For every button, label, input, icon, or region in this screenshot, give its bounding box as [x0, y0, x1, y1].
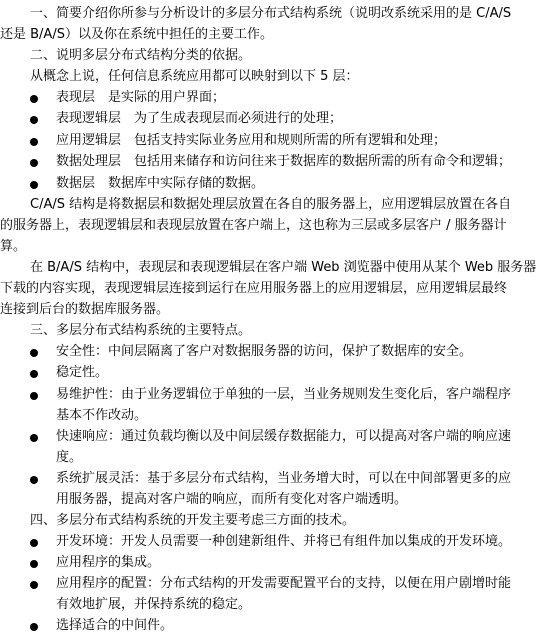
feature-item: 系统扩展灵活：基于多层分布式结构，当业务增大时，可以在中间部署更多的应 [56, 471, 512, 486]
bullet-icon [30, 159, 38, 167]
feature-item: 安全性：中间层隔离了客户对数据服务器的访问，保护了数据库的安全。 [56, 344, 473, 359]
feature-item-continuation: 基本不作改动。 [56, 408, 148, 423]
section1-line1: 一、简要介绍你所参与分析设计的多层分布式结构系统（说明改系统采用的是 C/A/S [30, 6, 512, 21]
section1-line2: 还是 B/A/S）以及你在系统中担任的主要工作。 [0, 27, 273, 42]
tech-item: 应用程序的集成。 [56, 555, 161, 570]
bullet-icon [30, 181, 38, 189]
bullet-icon [30, 370, 38, 378]
layer-item: 应用逻辑层 包括支持实际业务应用和规则所需的所有逻辑和处理； [56, 133, 447, 148]
layer-item: 表现层 是实际的用户界面； [56, 90, 226, 105]
section3-heading: 三、多层分布式结构系统的主要特点。 [30, 323, 252, 338]
tech-item: 开发环境：开发人员需要一种创建新组件、并将已有组件加以集成的开发环境。 [56, 534, 512, 549]
bas-paragraph-line: 下载的内容实现，表现逻辑层连接到运行在应用服务器上的应用逻辑层，应用逻辑层最终 [0, 281, 508, 296]
tech-item-continuation: 有效地扩展，并保持系统的稳定。 [56, 597, 252, 612]
feature-item-continuation: 用服务器，提高对客户端的响应，而所有变化对客户端透明。 [56, 492, 408, 507]
tech-item: 应用程序的配置：分布式结构的开发需要配置平台的支持，以便在用户剧增时能 [56, 576, 512, 591]
cas-paragraph-line: 的服务器上，表现逻辑层和表现层放置在客户端上，这也称为三层或多层客户 / 服务器计 [0, 218, 507, 233]
bullet-icon [30, 138, 38, 146]
layer-item: 数据处理层 包括用来储存和访问往来于数据库的数据所需的所有命令和逻辑； [56, 154, 512, 169]
tech-item: 选择适合的中间件。 [56, 618, 174, 633]
feature-item: 稳定性。 [56, 365, 109, 380]
cas-paragraph-line: C/A/S 结构是将数据层和数据处理层放置在各自的服务器上，应用逻辑层放置在各自 [30, 197, 512, 212]
bullet-icon [30, 560, 38, 568]
bas-paragraph-line: 在 B/A/S 结构中，表现层和表现逻辑层在客户端 Web 浏览器中使用从某个 Web 服务器 [30, 260, 537, 275]
section2-intro: 从概念上说，任何信息系统应用都可以映射到以下 5 层： [30, 69, 359, 84]
bullet-icon [30, 95, 38, 103]
section2-heading: 二、说明多层分布式结构分类的依据。 [30, 48, 252, 63]
bullet-icon [30, 392, 38, 400]
layer-item: 表现逻辑层 为了生成表现层而必须进行的处理； [56, 111, 343, 126]
bullet-icon [30, 539, 38, 547]
feature-item: 易维护性：由于业务逻辑位于单独的一层，当业务规则发生变化后，客户端程序 [56, 387, 512, 402]
bas-paragraph-line: 连接到后台的数据库服务器。 [0, 302, 170, 317]
bullet-icon [30, 476, 38, 484]
feature-item-continuation: 度。 [56, 450, 83, 465]
bullet-icon [30, 349, 38, 357]
bullet-icon [30, 623, 38, 631]
layer-item: 数据层 数据库中实际存储的数据。 [56, 176, 265, 191]
bullet-icon [30, 116, 38, 124]
bullet-icon [30, 581, 38, 589]
section4-heading: 四、多层分布式结构系统的开发主要考虑三方面的技术。 [30, 513, 356, 528]
bullet-icon [30, 434, 38, 442]
feature-item: 快速响应：通过负载均衡以及中间层缓存数据能力，可以提高对客户端的响应速 [56, 429, 512, 444]
cas-paragraph-line: 算。 [0, 239, 27, 254]
